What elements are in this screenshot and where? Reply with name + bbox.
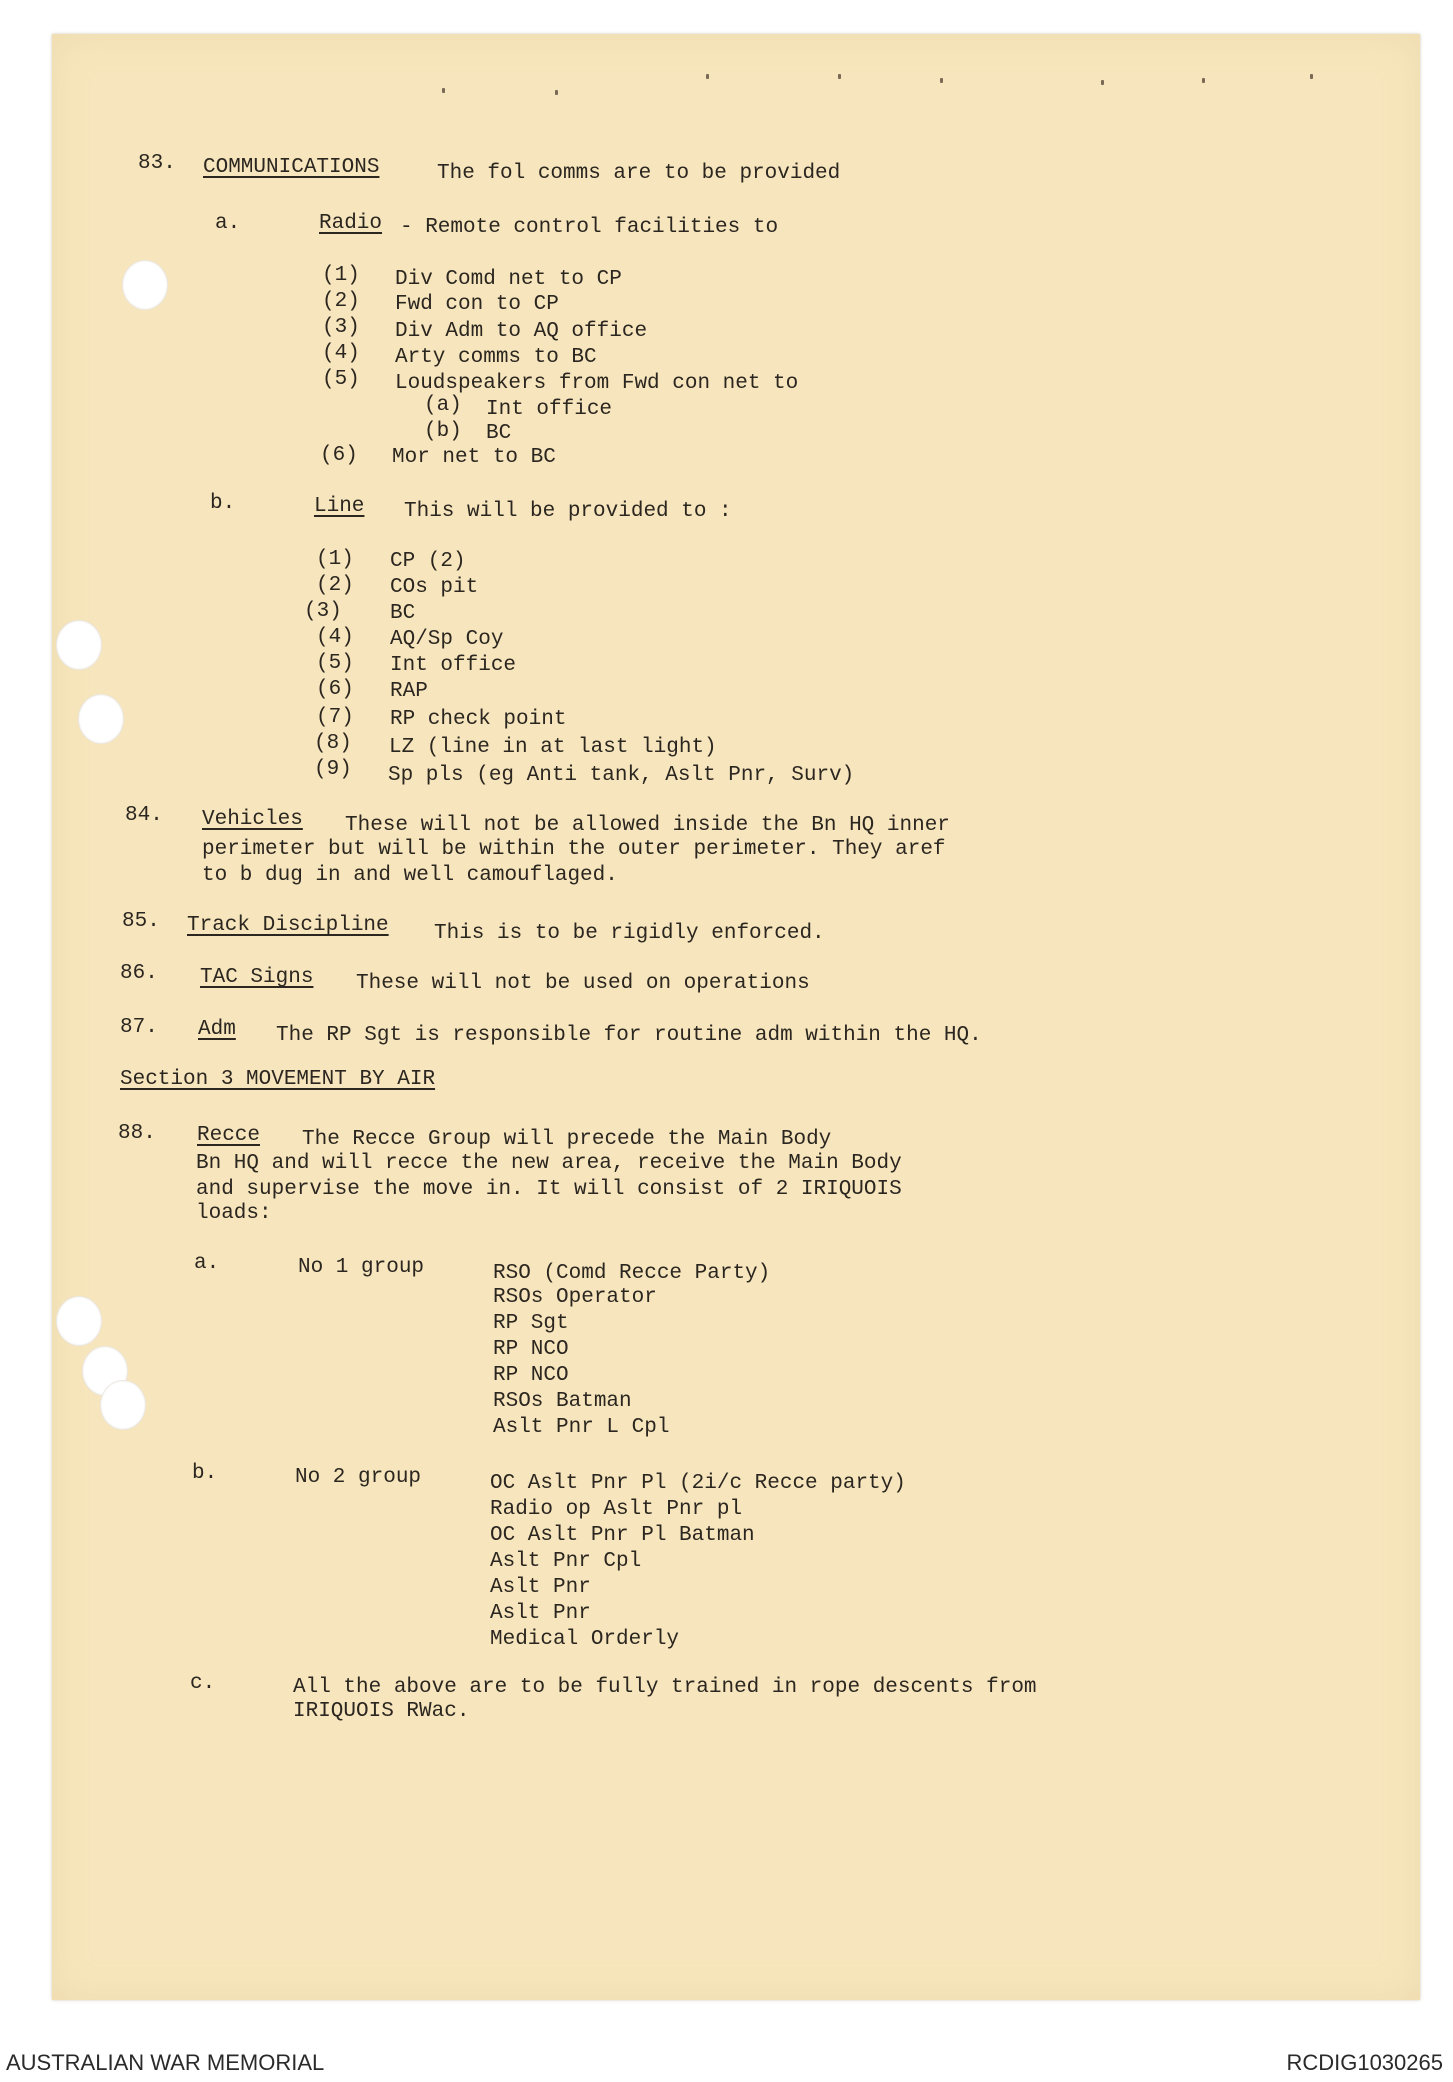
line-item-number: (7) (316, 706, 354, 729)
para-88-line: Bn HQ and will recce the new area, receive the Main Body (196, 1152, 902, 1175)
para-84-line: to b dug in and well camouflaged. (202, 864, 618, 887)
para-83a-text: - Remote control facilities to (400, 216, 779, 239)
para-85-number: 85. (122, 910, 160, 933)
group-1-member: RSO (Comd Recce Party) (493, 1262, 771, 1285)
para-85-heading: Track Discipline (187, 914, 389, 937)
line-item-text: RP check point (390, 708, 567, 731)
paper-speck (1101, 80, 1104, 85)
group-2-member: OC Aslt Pnr Pl Batman (490, 1524, 755, 1547)
para-83a-marker: a. (215, 212, 241, 235)
group-2-member: Aslt Pnr Cpl (490, 1550, 642, 1573)
section-3-heading: Section 3 MOVEMENT BY AIR (120, 1068, 436, 1091)
group-1-member: Aslt Pnr L Cpl (493, 1416, 670, 1439)
line-item-number: (9) (314, 758, 352, 781)
line-item-text: AQ/Sp Coy (390, 628, 504, 651)
para-87-heading: Adm (198, 1018, 236, 1041)
radio-item-number: (3) (322, 316, 360, 339)
punch-hole (78, 694, 124, 744)
radio-subitem-text: BC (486, 422, 512, 445)
para-85-text: This is to be rigidly enforced. (434, 922, 825, 945)
group-1-member: RSOs Operator (493, 1286, 657, 1309)
radio-item-text: Mor net to BC (392, 446, 556, 469)
para-83-number: 83. (138, 152, 176, 175)
paper-speck (442, 88, 445, 93)
radio-item-text: Arty comms to BC (395, 346, 597, 369)
line-item-text: RAP (390, 680, 428, 703)
paper-speck (1310, 74, 1313, 79)
paper-speck (555, 90, 558, 95)
para-88a-marker: a. (194, 1252, 220, 1275)
para-88c-line: All the above are to be fully trained in rope descents from (293, 1676, 1037, 1699)
group-2-member: Aslt Pnr (490, 1576, 591, 1599)
line-item-number: (5) (316, 652, 354, 675)
group-1-member: RP Sgt (493, 1312, 569, 1335)
para-83b-text: This will be provided to : (404, 500, 732, 523)
para-88c-line: IRIQUOIS RWac. (293, 1700, 470, 1723)
radio-item-number: (1) (322, 264, 360, 287)
line-item-number: (3) (304, 600, 342, 623)
para-86-text: These will not be used on operations (356, 972, 810, 995)
para-86-number: 86. (120, 962, 158, 985)
radio-item-text: Loudspeakers from Fwd con net to (395, 372, 799, 395)
line-item-text: BC (390, 602, 416, 625)
group-2-member: Radio op Aslt Pnr pl (490, 1498, 743, 1521)
punch-hole (56, 620, 102, 670)
radio-item-text: Fwd con to CP (395, 293, 559, 316)
line-item-text: Int office (390, 654, 517, 677)
radio-item-number: (4) (322, 342, 360, 365)
line-item-number: (8) (314, 732, 352, 755)
line-item-text: CP (2) (390, 550, 466, 573)
para-84-line: These will not be allowed inside the Bn HQ inner (345, 814, 950, 837)
paper-speck (1202, 78, 1205, 83)
para-88b-marker: b. (192, 1462, 218, 1485)
group-2-member: OC Aslt Pnr Pl (2i/c Recce party) (490, 1472, 906, 1495)
line-item-number: (4) (316, 626, 354, 649)
radio-subitem-letter: (a) (424, 394, 462, 417)
paper-speck (838, 74, 841, 79)
line-item-number: (6) (316, 678, 354, 701)
radio-subitem-letter: (b) (424, 420, 462, 443)
line-item-number: (2) (316, 574, 354, 597)
para-88-line: loads: (196, 1202, 272, 1225)
para-88-number: 88. (118, 1122, 156, 1145)
para-83b-marker: b. (210, 492, 236, 515)
group-2-member: Medical Orderly (490, 1628, 680, 1651)
punch-hole (100, 1380, 146, 1430)
line-item-text: LZ (line in at last light) (389, 736, 717, 759)
group-1-label: No 1 group (298, 1256, 425, 1279)
radio-item-number: (2) (322, 290, 360, 313)
document-page (52, 34, 1420, 2000)
footer-source: AUSTRALIAN WAR MEMORIAL (6, 2050, 325, 2075)
radio-subitem-text: Int office (486, 398, 613, 421)
para-86-heading: TAC Signs (200, 966, 314, 989)
radio-item-text: Div Comd net to CP (395, 268, 622, 291)
footer-catalogue-id: RCDIG1030265 (1286, 2050, 1443, 2075)
punch-hole (122, 260, 168, 310)
group-1-member: RP NCO (493, 1364, 569, 1387)
punch-hole (56, 1296, 102, 1346)
para-88-heading: Recce (197, 1124, 261, 1147)
para-83b-heading: Line (314, 495, 365, 518)
para-83-heading: COMMUNICATIONS (203, 156, 380, 179)
para-88-line: The Recce Group will precede the Main Body (302, 1128, 832, 1151)
radio-item-text: Div Adm to AQ office (395, 320, 648, 343)
group-1-member: RP NCO (493, 1338, 569, 1361)
paper-speck (706, 74, 709, 79)
para-83a-heading: Radio (319, 212, 383, 235)
para-88c-marker: c. (190, 1672, 216, 1695)
para-84-number: 84. (125, 804, 163, 827)
para-88-line: and supervise the move in. It will consist of 2 IRIQUOIS (196, 1178, 902, 1201)
line-item-number: (1) (316, 548, 354, 571)
radio-item-number: (6) (320, 444, 358, 467)
para-87-number: 87. (120, 1016, 158, 1039)
para-84-heading: Vehicles (202, 808, 303, 831)
para-83-intro: The fol comms are to be provided (437, 162, 841, 185)
group-2-label: No 2 group (295, 1466, 422, 1489)
radio-item-number: (5) (322, 368, 360, 391)
para-84-line: perimeter but will be within the outer perimeter. They aref (202, 838, 946, 861)
line-item-text: Sp pls (eg Anti tank, Aslt Pnr, Surv) (388, 764, 855, 787)
line-item-text: COs pit (390, 576, 479, 599)
group-2-member: Aslt Pnr (490, 1602, 591, 1625)
group-1-member: RSOs Batman (493, 1390, 632, 1413)
para-87-text: The RP Sgt is responsible for routine adm within the HQ. (276, 1024, 982, 1047)
paper-speck (940, 78, 943, 83)
